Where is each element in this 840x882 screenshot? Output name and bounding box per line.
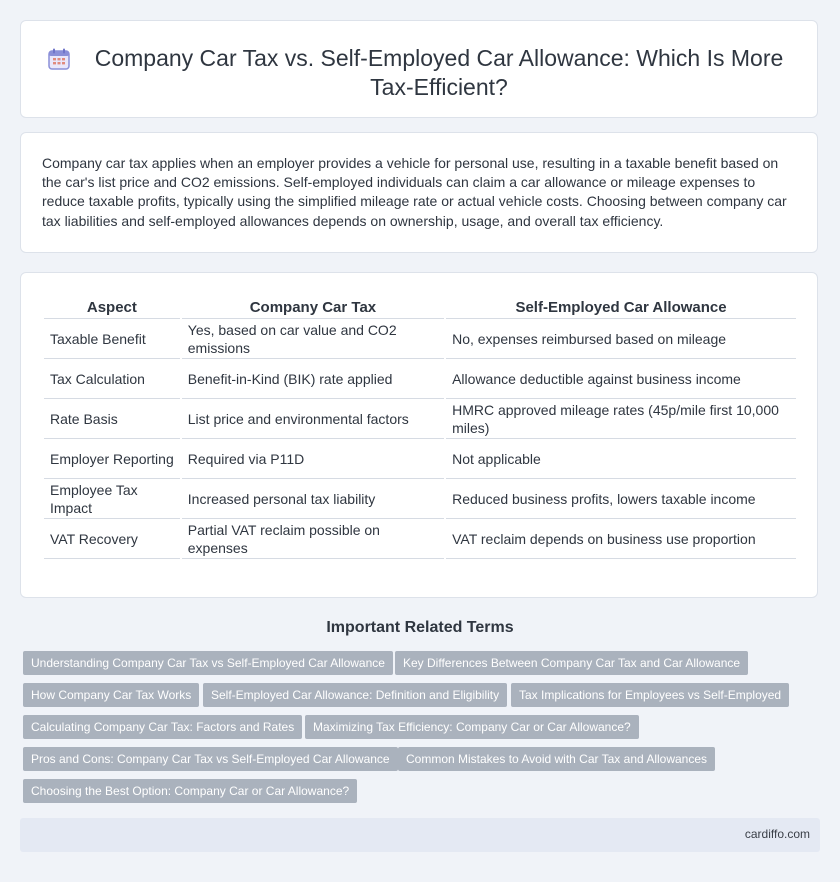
allowance-cell: Allowance deductible against business income <box>446 359 796 399</box>
comparison-table <box>42 296 798 559</box>
allowance-cell: HMRC approved mileage rates (45p/mile first 10,000 miles) <box>446 399 796 439</box>
comparison-card <box>20 272 818 598</box>
related-term-tag[interactable]: Understanding Company Car Tax vs Self-Employed Car Allowance <box>23 651 393 675</box>
company-car-cell: Yes, based on car value and CO2 emissions <box>182 319 444 359</box>
related-terms-heading: Important Related Terms <box>326 619 514 636</box>
related-term-tag[interactable]: Choosing the Best Option: Company Car or Car Allowance? <box>23 779 357 803</box>
footer-site-link[interactable]: cardiffo.com <box>744 827 810 841</box>
intro-paragraph: Company car tax applies when an employer provides a vehicle for personal use, resulting in a taxable benefit based on the car's list price and CO2 emissions. Self-employed individuals can claim a car allowance or mileage expenses to reduce taxable profits, typically using the simplified mileage rate or actual vehicle costs. Choosing between company car tax liabilities and self-employed allowances depends on ownership, usage, and overall tax efficiency. <box>42 155 787 229</box>
company-car-cell: Partial VAT reclaim possible on expenses <box>182 519 444 559</box>
header-company-car-tax: Company Car Tax <box>182 296 444 319</box>
aspect-cell: Taxable Benefit <box>44 319 180 359</box>
intro-card <box>20 132 818 253</box>
company-car-cell: Benefit-in-Kind (BIK) rate applied <box>182 359 444 399</box>
table-row <box>44 519 796 559</box>
header-self-employed-allowance: Self-Employed Car Allowance <box>446 296 796 319</box>
allowance-cell: Not applicable <box>446 439 796 479</box>
table-row <box>44 479 796 519</box>
related-term-tag[interactable]: Pros and Cons: Company Car Tax vs Self-Employed Car Allowance <box>23 747 398 771</box>
table-row <box>44 359 796 399</box>
aspect-cell: Rate Basis <box>44 399 180 439</box>
aspect-cell: Employer Reporting <box>44 439 180 479</box>
header-aspect: Aspect <box>44 296 180 319</box>
allowance-cell: VAT reclaim depends on business use proportion <box>446 519 796 559</box>
calendar-icon <box>47 47 71 71</box>
related-term-tag[interactable]: Calculating Company Car Tax: Factors and Rates <box>23 715 302 739</box>
title-card <box>20 20 818 118</box>
table-row <box>44 319 796 359</box>
company-car-cell: Required via P11D <box>182 439 444 479</box>
related-term-tag[interactable]: Common Mistakes to Avoid with Car Tax and Allowances <box>398 747 715 771</box>
aspect-cell: VAT Recovery <box>44 519 180 559</box>
aspect-cell: Employee Tax Impact <box>44 479 180 519</box>
related-term-tag[interactable]: Tax Implications for Employees vs Self-Employed <box>511 683 789 707</box>
table-row <box>44 399 796 439</box>
aspect-cell: Tax Calculation <box>44 359 180 399</box>
table-header-row <box>44 296 796 319</box>
related-term-tag[interactable]: Maximizing Tax Efficiency: Company Car or Car Allowance? <box>305 715 639 739</box>
allowance-cell: No, expenses reimbursed based on mileage <box>446 319 796 359</box>
company-car-cell: List price and environmental factors <box>182 399 444 439</box>
related-term-tag[interactable]: Self-Employed Car Allowance: Definition and Eligibility <box>203 683 507 707</box>
footer <box>20 818 820 852</box>
related-term-tag[interactable]: How Company Car Tax Works <box>23 683 199 707</box>
table-row <box>44 439 796 479</box>
page-title: Company Car Tax vs. Self-Employed Car Allowance: Which Is More Tax-Efficient? <box>94 45 784 100</box>
allowance-cell: Reduced business profits, lowers taxable income <box>446 479 796 519</box>
company-car-cell: Increased personal tax liability <box>182 479 444 519</box>
related-term-tag[interactable]: Key Differences Between Company Car Tax and Car Allowance <box>395 651 748 675</box>
